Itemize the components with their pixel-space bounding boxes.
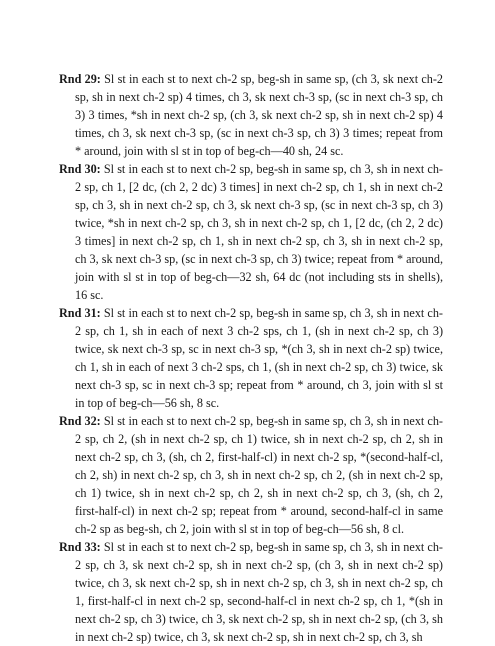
round-label: Rnd 29:	[59, 72, 101, 86]
round-instructions: Sl st in each st to next ch-2 sp, beg-sh in same sp, ch 3, sh in next ch-2 sp, ch 2, (sh in next ch-2 sp, ch 1) twice, sh in next ch-2 sp, ch 2, sh in next ch-2 sp, ch 3, (sh, ch 2, first-half-cl) in next ch-2 sp, *(second-half-cl, ch 2, sh) in next ch-2 sp, ch 3, sh in next ch-2 sp, ch 2, (sh in next ch-2 sp, ch 1) twice, sh in next ch-2 sp, ch 2, sh in next ch-2 sp, ch 3, (sh, ch 2, first-half-cl) in next ch-2 sp; repeat from * around, second-half-cl in same ch-2 sp as beg-sh, ch 2, join with sl st in top of beg-ch—56 sh, 8 cl.	[75, 414, 443, 536]
round-label: Rnd 33:	[59, 540, 101, 554]
round-instructions: Sl st in each st to next ch-2 sp, beg-sh in same sp, ch 3, sh in next ch-2 sp, ch 3, sk next ch-2 sp, sh in next ch-2 sp, (ch 3, sh in next ch-2 sp) twice, ch 3, sk next ch-2 sp, sh in next ch-2 sp, ch 3, sh in next ch-2 sp, ch 1, first-half-cl in next ch-2 sp, second-half-cl in next ch-2 sp, ch 1, *(sh in next ch-2 sp, ch 3) twice, ch 3, sk next ch-2 sp, sh in next ch-2 sp, (ch 3, sh in next ch-2 sp) twice, ch 3, sk next ch-2 sp, sh in next ch-2 sp, ch 3, sh	[75, 540, 443, 644]
round-30	[59, 160, 443, 304]
pattern-page	[59, 70, 443, 646]
round-label: Rnd 31:	[59, 306, 101, 320]
round-31	[59, 304, 443, 412]
round-instructions: Sl st in each st to next ch-2 sp, beg-sh in same sp, (ch 3, sk next ch-2 sp, sh in next ch-2 sp) 4 times, ch 3, sk next ch-3 sp, (sc in next ch-3 sp, ch 3) 3 times, *sh in next ch-2 sp, (ch 3, sk next ch-2 sp, sh in next ch-2 sp) 4 times, ch 3, sk next ch-3 sp, (sc in next ch-3 sp, ch 3) 3 times; repeat from * around, join with sl st in top of beg-ch—40 sh, 24 sc.	[75, 72, 443, 158]
round-32	[59, 412, 443, 538]
round-instructions: Sl st in each st to next ch-2 sp, beg-sh in same sp, ch 3, sh in next ch-2 sp, ch 1, [2 dc, (ch 2, 2 dc) 3 times] in next ch-2 sp, ch 1, sh in next ch-2 sp, ch 3, sh in next ch-2 sp, ch 3, sk next ch-3 sp, (sc in next ch-3 sp, ch 3) twice, *sh in next ch-2 sp, ch 3, sh in next ch-2 sp, ch 1, [2 dc, (ch 2, 2 dc) 3 times] in next ch-2 sp, ch 1, sh in next ch-2 sp, ch 3, sh in next ch-2 sp, ch 3, sk next ch-3 sp, (sc in next ch-3 sp, ch 3) twice; repeat from * around, join with sl st in top of beg-ch—32 sh, 64 dc (not including sts in shells), 16 sc.	[75, 162, 443, 302]
round-33	[59, 538, 443, 646]
round-label: Rnd 30:	[59, 162, 101, 176]
round-29	[59, 70, 443, 160]
round-label: Rnd 32:	[59, 414, 101, 428]
round-instructions: Sl st in each st to next ch-2 sp, beg-sh in same sp, ch 3, sh in next ch-2 sp, ch 1, sh in each of next 3 ch-2 sps, ch 1, (sh in next ch-2 sp, ch 3) twice, sk next ch-3 sp, sc in next ch-3 sp, *(ch 3, sh in next ch-2 sp) twice, ch 1, sh in each of next 3 ch-2 sps, ch 1, (sh in next ch-2 sp, ch 3) twice, sk next ch-3 sp, sc in next ch-3 sp; repeat from * around, ch 3, join with sl st in top of beg-ch—56 sh, 8 sc.	[75, 306, 443, 410]
